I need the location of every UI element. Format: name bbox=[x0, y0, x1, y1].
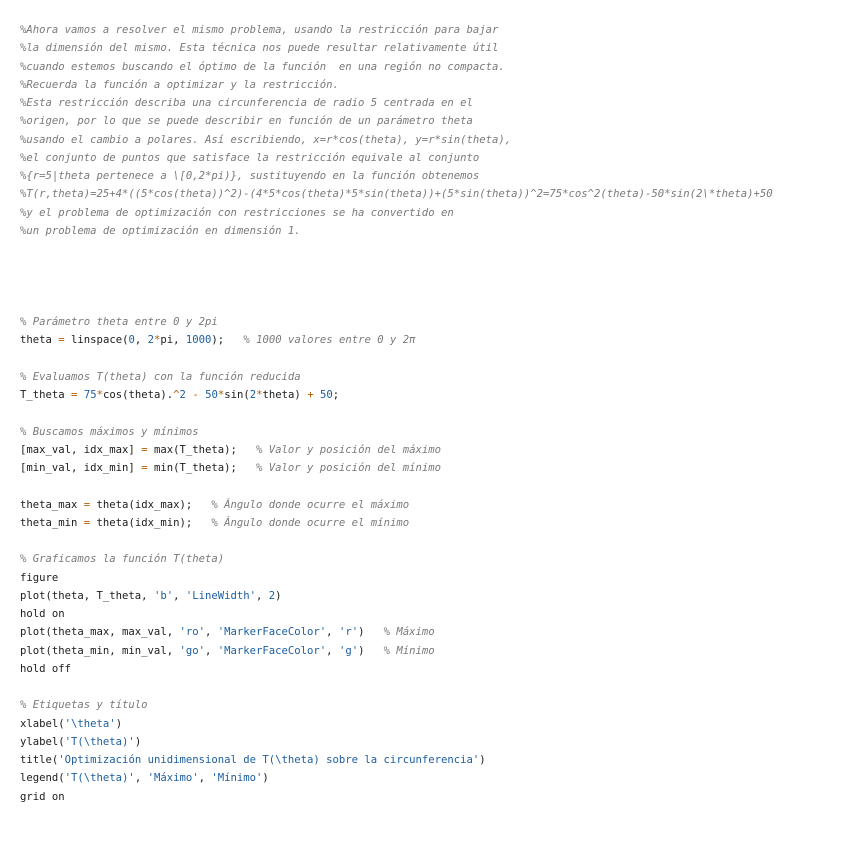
string-token: 'g' bbox=[338, 644, 359, 657]
comment-token: % Evaluamos T(theta) con la función reducida bbox=[20, 370, 301, 383]
number-token: 2 bbox=[147, 334, 154, 347]
code-token: max(T_theta); bbox=[147, 443, 257, 456]
code-line[interactable] bbox=[20, 386, 848, 404]
code-token: ) bbox=[479, 754, 486, 766]
code-token: legend( bbox=[20, 772, 65, 785]
comment-token: %T(r,theta)=25+4*((5*cos(theta))^2)-(4*5*cos(theta)*5*sin(theta))+(5*sin(theta))^2=75*cos^2(theta)-50*sin(2\*theta)+50 bbox=[20, 188, 773, 201]
code-token: xlabel( bbox=[20, 717, 65, 730]
string-token: 'T(\theta)' bbox=[64, 772, 135, 785]
code-line[interactable] bbox=[20, 660, 848, 678]
string-token: 'r' bbox=[338, 626, 359, 639]
code-line[interactable] bbox=[20, 532, 848, 550]
comment-token: %y el problema de optimización con restricciones se ha convertido en bbox=[20, 206, 454, 219]
number-token: 1000 bbox=[185, 334, 212, 347]
code-token: , bbox=[326, 644, 339, 657]
comment-token: %origen, por lo que se puede describir en función de un parámetro theta bbox=[20, 115, 473, 128]
code-token: theta_min bbox=[20, 516, 84, 529]
comment-token: % Buscamos máximos y mínimos bbox=[20, 425, 199, 438]
code-line[interactable] bbox=[20, 769, 848, 787]
operator-token: * bbox=[96, 389, 103, 401]
string-token: 'MarkerFaceColor' bbox=[217, 644, 327, 657]
comment-token: %el conjunto de puntos que satisface la restricción equivale al conjunto bbox=[20, 151, 480, 164]
code-line[interactable] bbox=[20, 58, 848, 76]
code-line[interactable] bbox=[20, 21, 848, 39]
code-token: title( bbox=[20, 754, 59, 766]
code-token: cos(theta). bbox=[102, 389, 174, 401]
code-token: , bbox=[256, 589, 269, 602]
code-line[interactable] bbox=[20, 569, 848, 587]
code-line[interactable] bbox=[20, 39, 848, 57]
code-token: ); bbox=[211, 334, 244, 347]
code-token: theta_max bbox=[20, 498, 84, 511]
code-line[interactable] bbox=[20, 368, 848, 386]
code-line[interactable] bbox=[20, 149, 848, 167]
code-line[interactable] bbox=[20, 696, 848, 714]
code-token: hold on bbox=[20, 608, 65, 620]
comment-token: %Ahora vamos a resolver el mismo problema, usando la restricción para bajar bbox=[20, 24, 499, 36]
code-token: pi, bbox=[160, 334, 186, 347]
code-token: , bbox=[326, 626, 339, 639]
code-line[interactable] bbox=[20, 185, 848, 203]
comment-token: %usando el cambio a polares. Así escribiendo, x=r*cos(theta), y=r*sin(theta), bbox=[20, 133, 512, 146]
code-token: , bbox=[173, 589, 186, 602]
code-token: theta(idx_min); bbox=[90, 516, 212, 529]
code-token: plot(theta, T_theta, bbox=[20, 589, 154, 602]
code-line[interactable] bbox=[20, 204, 848, 222]
comment-token: % Graficamos la función T(theta) bbox=[20, 553, 225, 566]
code-token: [min_val, idx_min] bbox=[20, 462, 142, 474]
code-line[interactable] bbox=[20, 295, 848, 313]
code-token: linspace( bbox=[64, 334, 129, 347]
code-line[interactable] bbox=[20, 477, 848, 495]
comment-token: %{r=5|theta pertenece a \[0,2*pi)}, sustituyendo en la función obtenemos bbox=[20, 170, 480, 182]
code-line[interactable] bbox=[20, 222, 848, 240]
code-line[interactable] bbox=[20, 678, 848, 696]
operator-token: = bbox=[83, 498, 91, 511]
operator-token: = bbox=[83, 516, 91, 529]
code-token: theta(idx_max); bbox=[90, 498, 212, 511]
code-token: plot(theta_min, min_val, bbox=[20, 644, 180, 657]
number-token: 2 bbox=[179, 389, 186, 401]
operator-token: = bbox=[58, 334, 65, 347]
code-line[interactable] bbox=[20, 423, 848, 441]
code-token: , bbox=[204, 644, 218, 657]
code-token: ylabel( bbox=[20, 735, 65, 748]
code-line[interactable] bbox=[20, 112, 848, 130]
code-token: ) bbox=[275, 589, 282, 602]
code-token: ) bbox=[358, 644, 384, 657]
string-token: 'MarkerFaceColor' bbox=[217, 626, 327, 639]
number-token: 0 bbox=[128, 334, 135, 347]
code-token: , bbox=[134, 334, 148, 347]
comment-token: % Mínimo bbox=[383, 644, 435, 657]
number-token: 75 bbox=[83, 389, 97, 401]
operator-token: ^ bbox=[173, 389, 180, 401]
operator-token: = bbox=[141, 443, 148, 456]
code-token: , bbox=[198, 772, 212, 785]
code-line[interactable] bbox=[20, 733, 848, 751]
string-token: 'Optimización unidimensional de T(\theta) sobre la circunferencia' bbox=[58, 754, 480, 766]
code-token: , bbox=[204, 626, 218, 639]
code-token: ) bbox=[262, 772, 269, 785]
comment-token: %la dimensión del mismo. Esta técnica nos puede resultar relativamente útil bbox=[20, 42, 499, 55]
comment-token: % Valor y posición del máximo bbox=[256, 443, 441, 456]
code-line[interactable] bbox=[20, 167, 848, 185]
code-line[interactable] bbox=[20, 496, 848, 514]
string-token: 'ro' bbox=[179, 626, 205, 639]
string-token: 'go' bbox=[179, 644, 205, 657]
code-token: sin( bbox=[224, 389, 250, 401]
operator-token: = bbox=[141, 462, 148, 474]
code-line[interactable] bbox=[20, 131, 848, 149]
string-token: 'b' bbox=[153, 589, 174, 602]
code-line[interactable] bbox=[20, 240, 848, 258]
code-token: [max_val, idx_max] bbox=[20, 443, 142, 456]
code-line[interactable] bbox=[20, 404, 848, 422]
operator-token: * bbox=[256, 389, 263, 401]
string-token: 'LineWidth' bbox=[185, 589, 257, 602]
code-line[interactable] bbox=[20, 441, 848, 459]
code-token: min(T_theta); bbox=[147, 462, 257, 474]
code-token: , bbox=[134, 772, 148, 785]
comment-token: % 1000 valores entre 0 y 2π bbox=[243, 334, 416, 347]
operator-token: = bbox=[71, 389, 78, 401]
comment-token: %un problema de optimización en dimensión 1. bbox=[20, 224, 301, 237]
comment-token: % Máximo bbox=[383, 626, 435, 639]
string-token: '\theta' bbox=[64, 717, 116, 730]
number-token: 50 bbox=[319, 389, 333, 401]
comment-token: % Valor y posición del mínimo bbox=[256, 462, 441, 474]
operator-token: + bbox=[307, 389, 314, 401]
code-line[interactable] bbox=[20, 258, 848, 276]
code-line[interactable] bbox=[20, 788, 848, 806]
code-line[interactable] bbox=[20, 751, 848, 769]
comment-token: %Recuerda la función a optimizar y la restricción. bbox=[20, 78, 339, 91]
code-line[interactable] bbox=[20, 550, 848, 568]
code-token: ; bbox=[332, 389, 340, 401]
comment-token: % Etiquetas y título bbox=[20, 699, 148, 712]
code-line[interactable] bbox=[20, 313, 848, 331]
code-line[interactable] bbox=[20, 94, 848, 112]
comment-token: % Parámetro theta entre 0 y 2pi bbox=[20, 316, 218, 328]
operator-token: - bbox=[192, 389, 199, 401]
operator-token: * bbox=[154, 334, 161, 347]
code-line[interactable] bbox=[20, 605, 848, 623]
code-line[interactable] bbox=[20, 715, 848, 733]
code-line[interactable] bbox=[20, 623, 848, 641]
operator-token: * bbox=[217, 389, 225, 401]
code-token: plot(theta_max, max_val, bbox=[20, 626, 180, 639]
comment-token: %Esta restricción describa una circunferencia de radio 5 centrada en el bbox=[20, 97, 473, 109]
code-token: T_theta bbox=[20, 389, 72, 401]
code-token: ) bbox=[115, 717, 123, 730]
code-token: figure bbox=[20, 571, 59, 584]
comment-token: % Ángulo donde ocurre el máximo bbox=[211, 498, 410, 511]
code-token: theta bbox=[20, 334, 59, 347]
code-line[interactable] bbox=[20, 514, 848, 532]
code-token: ) bbox=[358, 626, 384, 639]
number-token: 50 bbox=[205, 389, 218, 401]
code-line[interactable] bbox=[20, 331, 848, 349]
string-token: 'Máximo' bbox=[147, 772, 199, 785]
code-token: theta) bbox=[262, 389, 308, 401]
code-line[interactable] bbox=[20, 277, 848, 295]
number-token: 2 bbox=[268, 589, 276, 602]
string-token: 'Mínimo' bbox=[211, 772, 263, 785]
code-line[interactable] bbox=[20, 350, 848, 368]
code-line[interactable] bbox=[20, 642, 848, 660]
code-line[interactable] bbox=[20, 76, 848, 94]
comment-token: % Ángulo donde ocurre el mínimo bbox=[211, 516, 410, 529]
comment-token: %cuando estemos buscando el óptimo de la función en una región no compacta. bbox=[20, 60, 505, 73]
code-token: grid on bbox=[20, 790, 65, 803]
string-token: 'T(\theta)' bbox=[64, 735, 135, 748]
code-token: hold off bbox=[20, 662, 72, 675]
code-line[interactable] bbox=[20, 587, 848, 605]
code-token: ) bbox=[134, 735, 142, 748]
code-line[interactable] bbox=[20, 459, 848, 477]
number-token: 2 bbox=[249, 389, 257, 401]
